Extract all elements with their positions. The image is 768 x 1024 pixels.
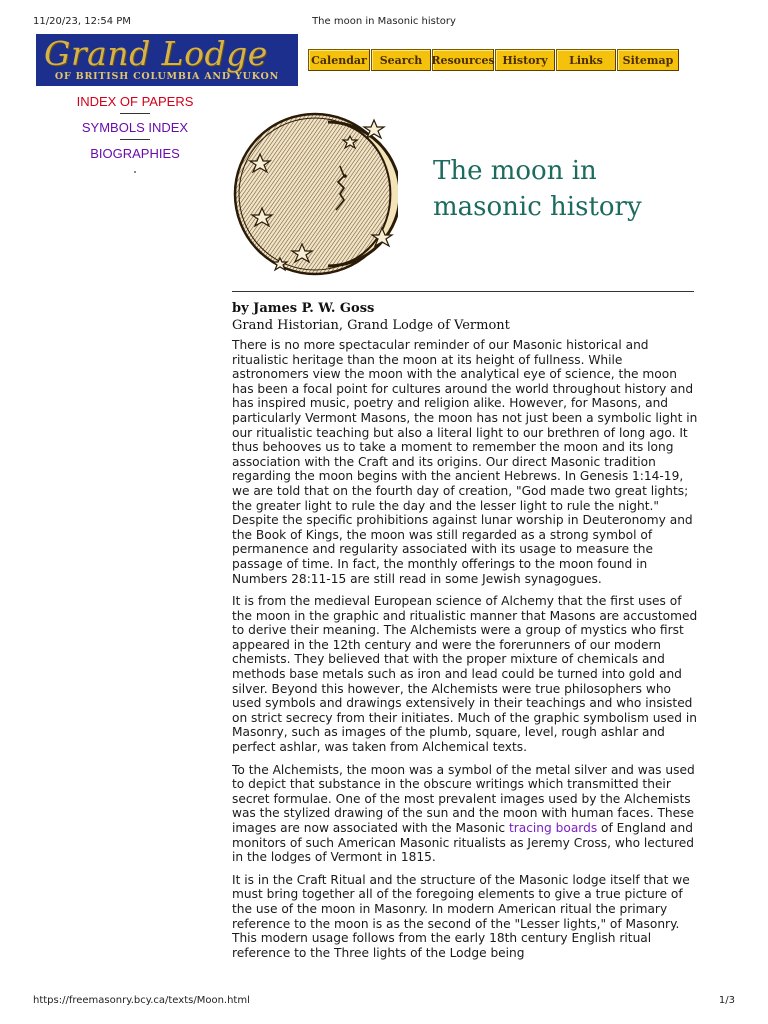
nav-sitemap-button[interactable]: Sitemap [617,49,679,71]
top-nav [308,49,680,71]
author-role: Grand Historian, Grand Lodge of Vermont [232,318,510,333]
sidebar-divider [120,139,150,140]
sidebar-link-symbols-index[interactable]: SYMBOLS INDEX [81,120,189,135]
sidebar-link-biographies[interactable]: BIOGRAPHIES [90,146,180,161]
tracing-boards-link[interactable]: tracing boards [508,821,598,835]
nav-resources-button[interactable]: Resources [432,49,494,71]
print-datetime: 11/20/23, 12:54 PM [33,16,131,27]
print-page-count: 1/3 [718,995,735,1006]
nav-history-button[interactable]: History [495,49,555,71]
page-title [433,153,733,225]
sidebar-link-index-of-papers[interactable]: INDEX OF PAPERS [76,94,194,109]
author-name: by James P. W. Goss [232,301,375,316]
sidebar-divider [120,113,150,114]
banner-subtitle: OF BRITISH COLUMBIA AND YUKON [54,71,280,82]
byline [232,300,702,334]
paragraph: There is no more spectacular reminder of our Masonic historical and ritualistic heritage than the moon at its height of fullness. While astronomers view the moon with the analytical eye of science, the moon has been a focal point for cultures around the world throughout history and has inspired music, poetry and religion alike. However, for Masons, and particularly Vermont Masons, the moon has not just been a symbolic light in our ritualistic teaching but also a literal light to our brethren of long ago. It thus behooves us to take a moment to remember the moon and its long association with the Craft and its origins. Our direct Masonic tradition regarding the moon begins with the ancient Hebrews. In Genesis 1:14-19, we are told that on the fourth day of creation, "God made two great lights; the greater light to rule the day and the lesser light to rule the night." Despite the specific prohibitions against lunar worship in Deuteronomy and the Book of Kings, the moon was still regarded as a strong symbol of permanence and regularity associated with its usage to measure the passage of time. In fact, the monthly offerings to the moon found in Numbers 28:11-15 are still read in some Jewish synagogues. [232,338,698,586]
print-page-title: The moon in Masonic history [312,16,456,27]
nav-search-button[interactable]: Search [371,49,431,71]
grand-lodge-banner[interactable] [36,34,298,86]
paragraph [232,763,702,865]
title-divider [232,291,694,292]
page-title-line-2: masonic history [433,192,642,222]
sidebar [60,94,210,173]
sidebar-dot [134,171,136,173]
article-body [232,338,702,968]
nav-links-button[interactable]: Links [556,49,616,71]
paragraph: It is in the Craft Ritual and the structure of the Masonic lodge itself that we must bring together all of the foregoing elements to give a true picture of the use of the moon in Masonry. In modern American ritual the primary reference to the moon is as the second of the "Lesser lights," of Masonry. This modern usage follows from the early 18th century English ritual reference to the Three lights of the Lodge being [232,872,690,960]
paragraph-text: of England and monitors of such American Masonic ritualists as Jeremy Cross, who lectured in the lodges of Vermont in 1815. [232,821,694,865]
paragraph-text: To the Alchemists, the moon was a symbol of the metal silver and was used to depict that substance in the obscure writings which transmitted their secret formulae. One of the most prevalent images used by the Alchemists was the stylized drawing of the sun and the moon with human faces. These images are now associated with the Masonic [232,762,695,835]
paragraph: It is from the medieval European science of Alchemy that the first uses of the moon in the graphic and ritualistic manner that Masons are accustomed to derive their meaning. The Alchemists were a group of mystics who first appeared in the 12th century and were the forerunners of our modern chemists. They believed that with the proper mixture of chemicals and methods base metals such as iron and lead could be turned into gold and silver. Beyond this however, the Alchemists were true philosophers who used symbols and drawings extensively in their teachings and who insisted on strict secrecy from their initiates. Much of the graphic symbolism used in Masonry, such as images of the plumb, square, level, rough ashlar and perfect ashlar, was taken from Alchemical texts. [232,594,698,755]
banner-title: Grand Lodge [44,34,268,73]
print-url: https://freemasonry.bcy.ca/texts/Moon.html [33,995,250,1006]
page-title-line-1: The moon in [433,156,597,186]
crescent-moon-illustration [232,110,398,278]
nav-calendar-button[interactable]: Calendar [308,49,370,71]
